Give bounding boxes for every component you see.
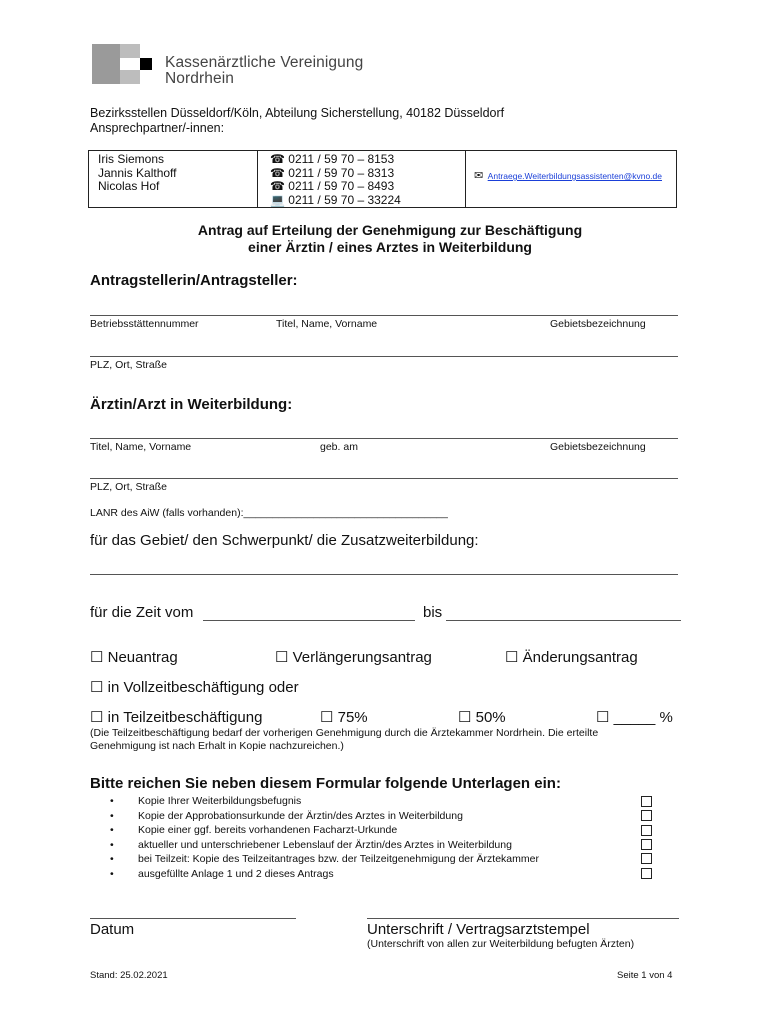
signature-note: (Unterschrift von allen zur Weiterbildung befugten Ärzten) bbox=[367, 938, 635, 950]
list-item bbox=[110, 809, 539, 824]
parttime-note-line2: Genehmigung ist nach Erhalt in Kopie nachzureichen.) bbox=[90, 740, 344, 752]
logo-mark-light-top bbox=[120, 44, 140, 58]
checkbox-icon: ☐ bbox=[275, 649, 289, 666]
lanr-field[interactable]: LANR des AiW (falls vorhanden):___________________________________ bbox=[90, 507, 448, 519]
checkbox-parttime[interactable] bbox=[90, 708, 262, 726]
contacts-label: Ansprechpartner/-innen: bbox=[90, 121, 225, 135]
bullet: • bbox=[110, 853, 114, 866]
checkbox-icon: ☐ bbox=[90, 649, 104, 666]
date-label: Datum bbox=[90, 921, 135, 938]
document-checkbox[interactable] bbox=[641, 839, 652, 850]
percent-sign: % bbox=[659, 709, 673, 726]
contacts-table bbox=[88, 150, 677, 208]
document-item: ausgefüllte Anlage 1 und 2 dieses Antrags bbox=[138, 867, 334, 880]
applicant-heading: Antragstellerin/Antragsteller: bbox=[90, 272, 298, 289]
checkbox-parttime-label: in Teilzeitbeschäftigung bbox=[107, 709, 263, 726]
label-trainee-address: PLZ, Ort, Straße bbox=[90, 481, 168, 493]
list-item bbox=[110, 852, 539, 867]
office-address: Bezirksstellen Düsseldorf/Köln, Abteilung Sicherstellung, 40182 Düsseldorf bbox=[90, 106, 505, 120]
checkbox-fulltime[interactable] bbox=[90, 678, 299, 696]
footer-page-number: Seite 1 von 4 bbox=[617, 970, 673, 981]
contact-names bbox=[98, 153, 177, 194]
checkbox-icon: ☐ bbox=[458, 709, 472, 726]
document-checkbox[interactable] bbox=[641, 810, 652, 821]
bullet: • bbox=[110, 867, 114, 880]
checkbox-custom[interactable] bbox=[596, 708, 673, 726]
document-item: Kopie Ihrer Weiterbildungsbefugnis bbox=[138, 795, 302, 807]
phone-number: ☎ 0211 / 59 70 – 8493 bbox=[270, 179, 395, 193]
checkbox-50[interactable] bbox=[458, 708, 506, 726]
custom-percent-input[interactable]: _____ bbox=[613, 709, 656, 726]
field-label: für das Gebiet/ den Schwerpunkt/ die Zusatzweiterbildung: bbox=[90, 532, 479, 549]
checkbox-new-label: Neuantrag bbox=[107, 649, 178, 666]
checkbox-75-label: 75% bbox=[337, 709, 368, 726]
fax-number: 💻 0211 / 59 70 – 33224 bbox=[270, 192, 401, 207]
applicant-line-1[interactable] bbox=[90, 315, 678, 316]
bullet: • bbox=[110, 838, 114, 851]
checkbox-50-label: 50% bbox=[475, 709, 506, 726]
parttime-note-line1: (Die Teilzeitbeschäftigung bedarf der vorherigen Genehmigung durch die Ärztekammer Nordrhein. Die erteilte bbox=[90, 727, 599, 739]
period-from-input[interactable] bbox=[203, 620, 415, 621]
phone-number: ☎ 0211 / 59 70 – 8153 bbox=[270, 152, 395, 166]
label-applicant-address: PLZ, Ort, Straße bbox=[90, 359, 168, 371]
email-cell bbox=[474, 166, 662, 184]
list-item bbox=[110, 838, 539, 853]
document-item: Kopie der Approbationsurkunde der Ärztin/des Arztes in Weiterbildung bbox=[138, 809, 463, 822]
logo-text-line2: Nordrhein bbox=[165, 70, 234, 87]
document-checkbox[interactable] bbox=[641, 796, 652, 807]
logo-mark-light-bottom bbox=[120, 70, 140, 84]
label-bsnr: Betriebsstättennummer bbox=[90, 318, 199, 330]
checkbox-icon: ☐ bbox=[505, 649, 519, 666]
contact-name: Iris Siemons bbox=[98, 152, 165, 166]
bullet: • bbox=[110, 824, 114, 837]
envelope-icon: ✉ bbox=[474, 170, 484, 182]
table-divider bbox=[465, 151, 466, 207]
document-item: aktueller und unterschriebener Lebenslauf der Ärztin/des Arztes in Weiterbildung bbox=[138, 838, 512, 851]
applicant-line-2[interactable] bbox=[90, 356, 678, 357]
checkbox-extension[interactable] bbox=[275, 648, 432, 666]
label-applicant-name: Titel, Name, Vorname bbox=[276, 318, 378, 330]
bullet: • bbox=[110, 809, 114, 822]
trainee-line-2[interactable] bbox=[90, 478, 678, 479]
checkbox-icon: ☐ bbox=[90, 709, 104, 726]
form-title-line2: einer Ärztin / eines Arztes in Weiterbildung bbox=[248, 239, 532, 255]
period-to-input[interactable] bbox=[446, 620, 681, 621]
or-label: oder bbox=[268, 679, 299, 696]
footer-status: Stand: 25.02.2021 bbox=[90, 970, 168, 981]
contact-name: Jannis Kalthoff bbox=[98, 165, 177, 180]
logo bbox=[0, 0, 380, 90]
logo-mark-black bbox=[140, 58, 152, 70]
trainee-line-1[interactable] bbox=[90, 438, 678, 439]
list-item bbox=[110, 867, 539, 882]
list-item bbox=[110, 823, 539, 838]
contact-phones bbox=[270, 153, 401, 207]
period-from-label: für die Zeit vom bbox=[90, 604, 194, 621]
document-checkbox[interactable] bbox=[641, 853, 652, 864]
checkbox-fulltime-label: in Vollzeitbeschäftigung bbox=[107, 679, 265, 696]
signature-input-line[interactable] bbox=[367, 918, 679, 919]
bullet: • bbox=[110, 795, 114, 807]
date-input-line[interactable] bbox=[90, 918, 296, 919]
checkbox-extension-label: Verlängerungsantrag bbox=[292, 649, 432, 666]
checkbox-icon: ☐ bbox=[90, 679, 104, 696]
document-checkbox[interactable] bbox=[641, 825, 652, 836]
checkbox-change-label: Änderungsantrag bbox=[522, 649, 638, 666]
list-item bbox=[110, 794, 539, 809]
period-to-label: bis bbox=[423, 604, 443, 621]
documents-heading: Bitte reichen Sie neben diesem Formular folgende Unterlagen ein: bbox=[90, 775, 561, 792]
label-trainee-name: Titel, Name, Vorname bbox=[90, 441, 192, 453]
email-link[interactable]: Antraege.Weiterbildungsassistenten@kvno.de bbox=[487, 171, 662, 181]
document-item: bei Teilzeit: Kopie des Teilzeitantrages bzw. der Teilzeitgenehmigung der Ärztekammer bbox=[138, 853, 539, 866]
document-checkbox[interactable] bbox=[641, 868, 652, 879]
checkbox-icon: ☐ bbox=[320, 709, 334, 726]
logo-mark-gray bbox=[92, 44, 120, 84]
documents-list bbox=[110, 794, 539, 882]
checkbox-change[interactable] bbox=[505, 648, 638, 666]
contact-name: Nicolas Hof bbox=[98, 179, 160, 193]
field-line[interactable] bbox=[90, 574, 678, 575]
label-applicant-area: Gebietsbezeichnung bbox=[550, 318, 646, 330]
signature-label: Unterschrift / Vertragsarztstempel bbox=[367, 921, 590, 938]
form-title-line1: Antrag auf Erteilung der Genehmigung zur Beschäftigung bbox=[197, 222, 583, 238]
checkbox-75[interactable] bbox=[320, 708, 368, 726]
trainee-heading: Ärztin/Arzt in Weiterbildung: bbox=[90, 396, 293, 413]
table-divider bbox=[257, 151, 258, 207]
checkbox-new[interactable] bbox=[90, 648, 178, 666]
logo-text-line1: Kassenärztliche Vereinigung bbox=[165, 54, 364, 71]
phone-number: ☎ 0211 / 59 70 – 8313 bbox=[270, 165, 395, 180]
checkbox-icon: ☐ bbox=[596, 709, 610, 726]
label-trainee-born: geb. am bbox=[320, 441, 358, 453]
label-trainee-area: Gebietsbezeichnung bbox=[550, 441, 646, 453]
document-item: Kopie einer ggf. bereits vorhandenen Facharzt-Urkunde bbox=[138, 824, 398, 837]
